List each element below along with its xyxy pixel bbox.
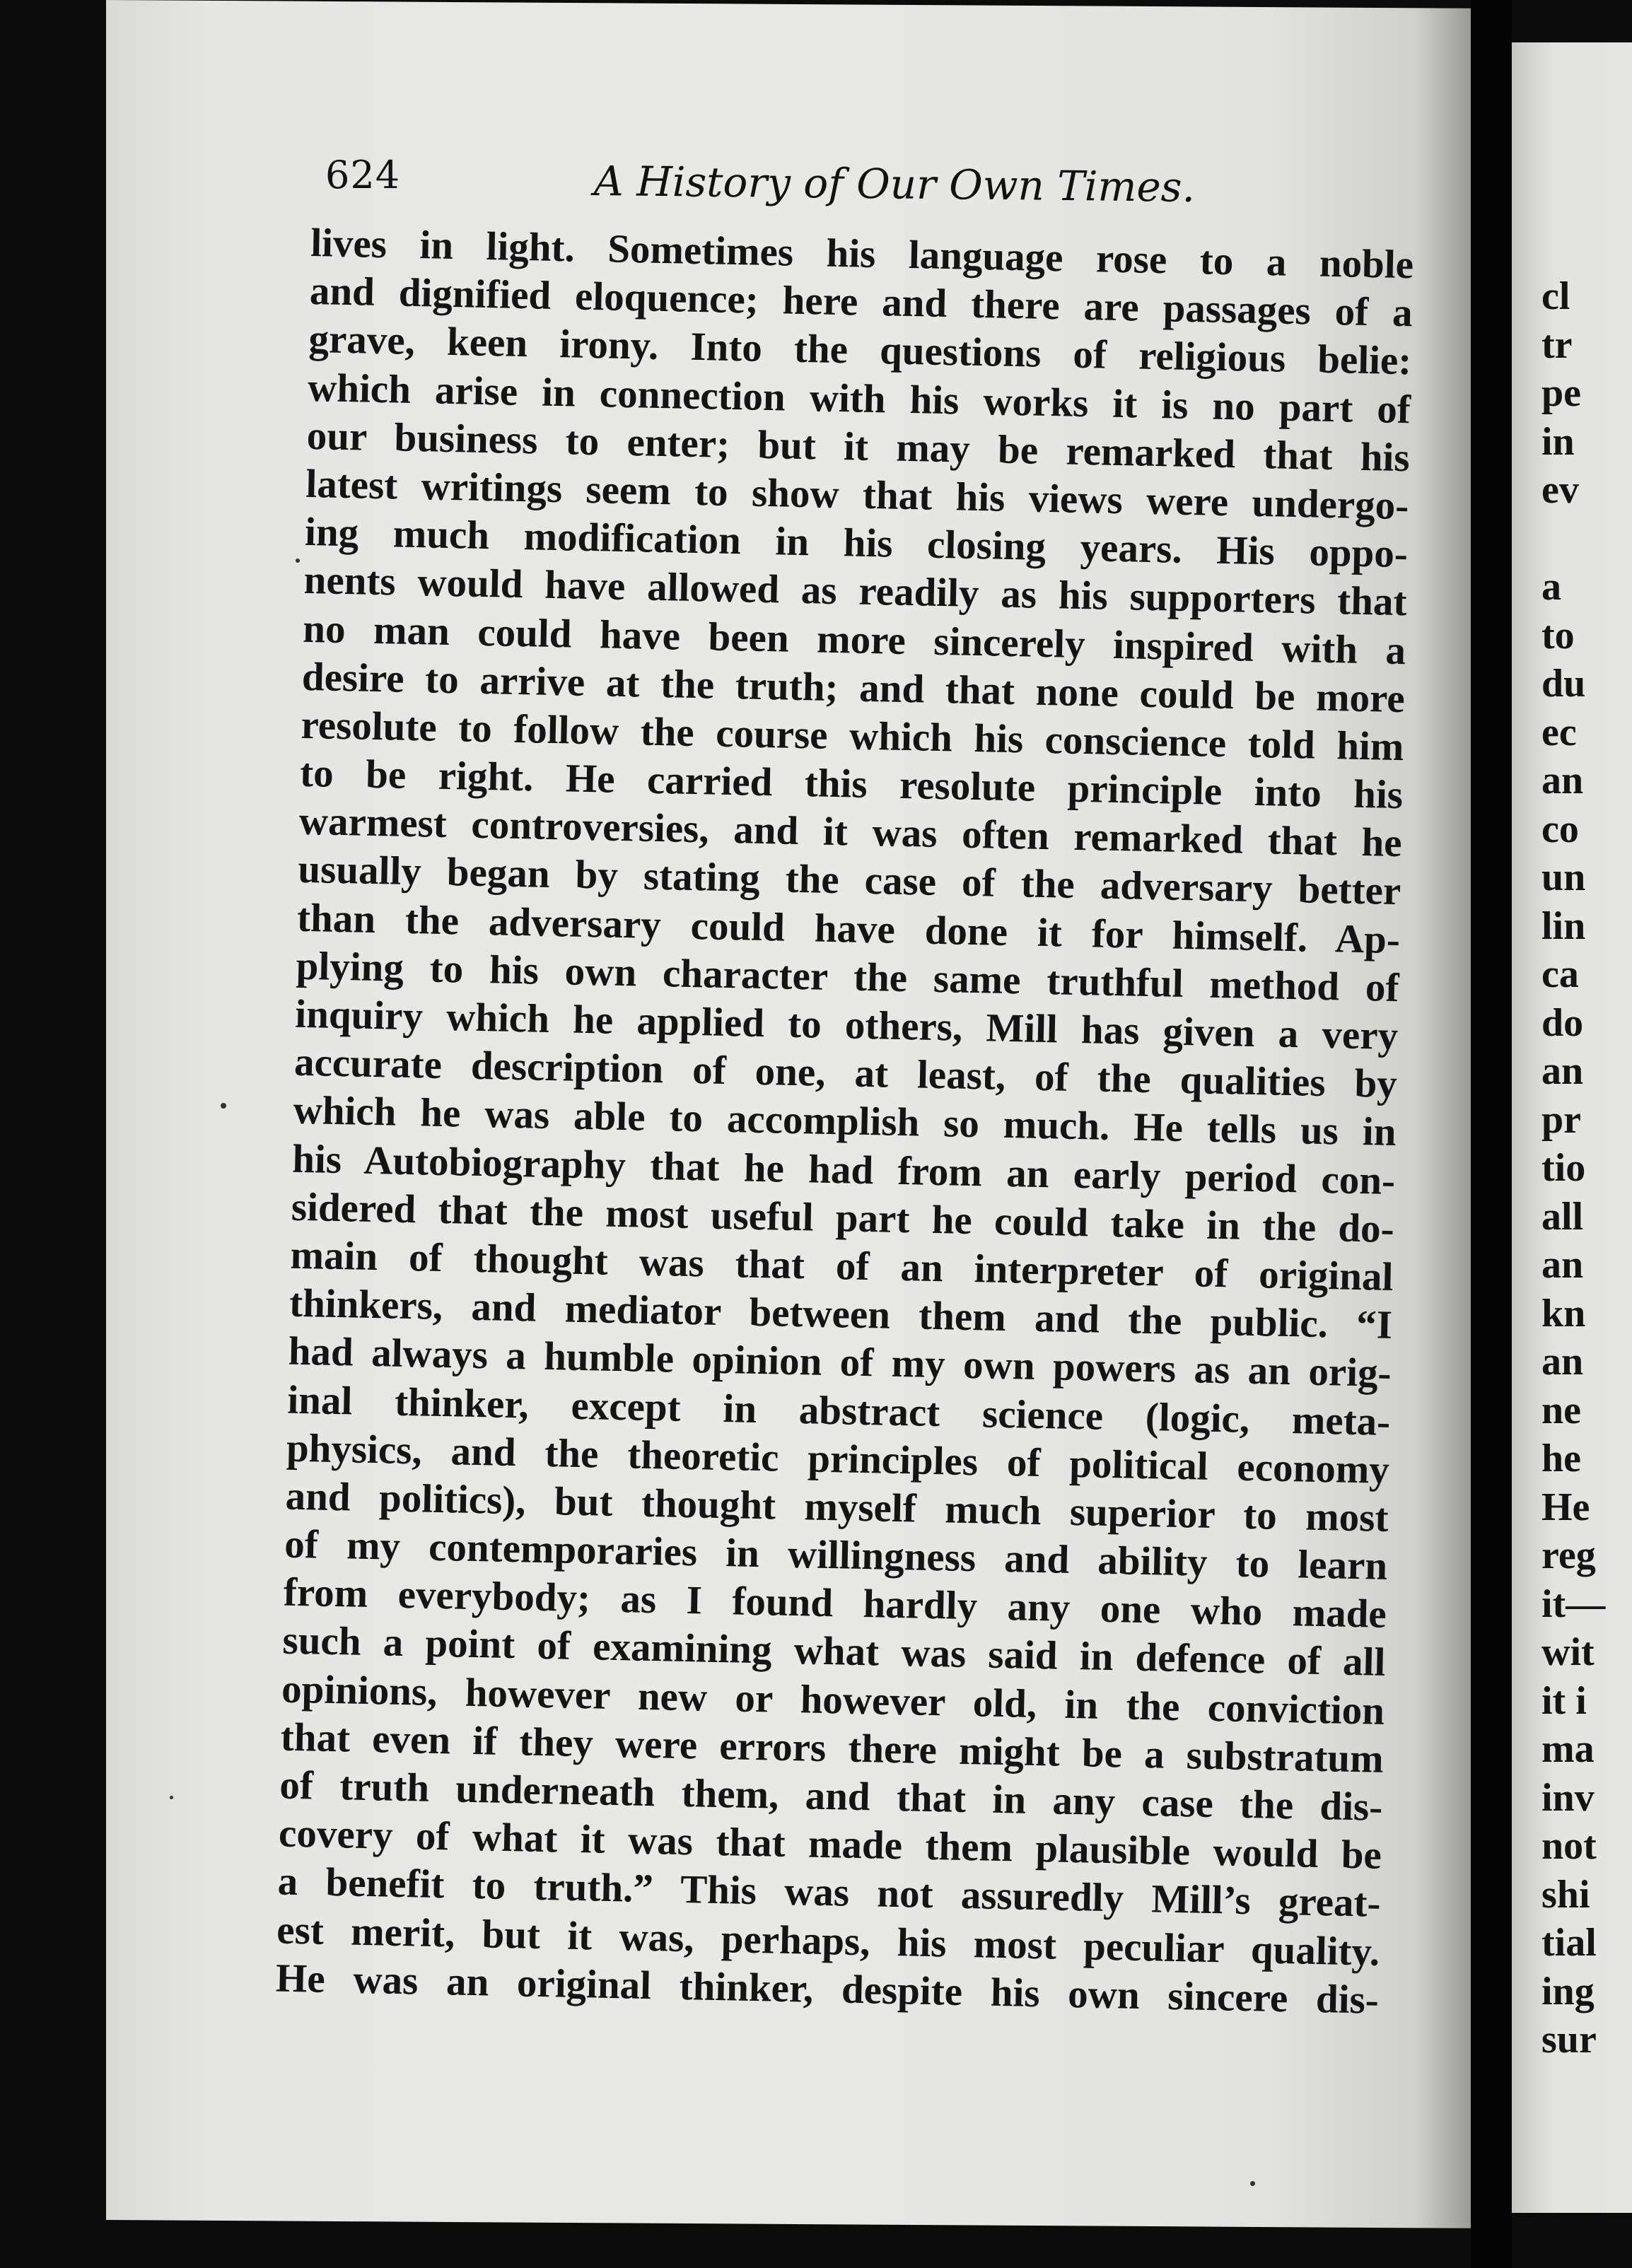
facing-page-line: tial (1541, 1921, 1597, 1965)
speck (296, 559, 300, 563)
facing-page-line: cl (1541, 274, 1570, 318)
speck (221, 1103, 226, 1109)
facing-page-line: an (1541, 1049, 1584, 1093)
facing-page-line: an (1541, 1243, 1584, 1287)
text-line: than the adversary could have done it for himself. Ap- (296, 895, 1401, 962)
text-line: of my contemporaries in willingness and ability to learn (284, 1521, 1388, 1589)
text-line: ing much modification in his closing years. His oppo- (304, 510, 1409, 577)
text-line: such a point of examining what was said in defence of all (282, 1618, 1386, 1685)
text-line: inal thinker, except in abstract science (logic, meta- (286, 1377, 1391, 1444)
facing-page-line: an (1541, 1340, 1584, 1384)
text-line: plying to his own character the same truthful method of (296, 943, 1400, 1010)
facing-page-line: tr (1541, 322, 1573, 367)
facing-page-line: an (1541, 759, 1584, 802)
text-line: desire to arrive at the truth; and that none could be more (301, 654, 1406, 721)
facing-page-line: ing (1541, 1969, 1595, 2013)
page-header (325, 148, 1421, 211)
speck (1250, 2181, 1255, 2186)
text-line: est merit, but it was, perhaps, his most peculiar quality. (276, 1907, 1380, 1975)
facing-page-line: do (1541, 1000, 1584, 1045)
text-line: and dignified eloquence; here and there are passages of a (309, 269, 1414, 336)
text-line: of truth underneath them, and that in any case the dis- (279, 1763, 1383, 1830)
facing-page-line: du (1541, 662, 1586, 706)
facing-page-line: pr (1541, 1097, 1581, 1142)
text-line: which he was able to accomplish so much. He tells us in (293, 1088, 1397, 1155)
facing-page-text (1541, 272, 1632, 2064)
text-line: thinkers, and mediator between them and the public. “I (288, 1280, 1393, 1348)
text-line: and politics), but thought myself much superior to most (285, 1473, 1389, 1541)
facing-page-line (1541, 515, 1632, 563)
text-line: which arise in connection with his works it is no part of (307, 365, 1411, 432)
facing-page-line: sur (1541, 2018, 1597, 2062)
facing-page-line: it i (1541, 1678, 1587, 1723)
text-line: a benefit to truth.” This was not assuredly Mill’s great- (277, 1859, 1382, 1927)
text-line: physics, and the theoretic principles of political economy (286, 1425, 1390, 1492)
text-line: nents would have allowed as readily as his supporters that (303, 558, 1408, 625)
text-line: latest writings seem to show that his views were undergo- (305, 461, 1409, 529)
facing-page-line: to (1541, 613, 1575, 657)
text-line: opinions, however new or however old, in the conviction (281, 1666, 1385, 1734)
running-title: A History of Our Own Times. (593, 157, 1196, 211)
text-line: accurate description of one, at least, of the qualities by (293, 1039, 1398, 1107)
facing-page-line: co (1541, 807, 1579, 851)
facing-page-line: not (1541, 1824, 1597, 1868)
facing-page-line: wit (1541, 1630, 1595, 1674)
facing-page-line: inv (1541, 1775, 1595, 1820)
facing-page-line: ec (1541, 710, 1577, 754)
text-line: from everybody; as I found hardly any one who made (283, 1570, 1387, 1637)
facing-page-line: He (1541, 1485, 1590, 1529)
facing-page-line: it— (1541, 1582, 1606, 1626)
book-gutter (1471, 0, 1512, 2268)
facing-page-line: he (1541, 1437, 1581, 1480)
text-line: sidered that the most useful part he could take in the do- (291, 1184, 1395, 1251)
facing-page-line: tio (1541, 1146, 1586, 1190)
facing-page-line: pe (1541, 371, 1581, 415)
page-number: 624 (325, 153, 401, 197)
facing-page-line: ma (1541, 1727, 1595, 1771)
text-line: warmest controversies, and it was often remarked that he (298, 799, 1403, 866)
speck (170, 1796, 173, 1799)
facing-page-line: un (1541, 855, 1586, 899)
facing-page-line: in (1541, 419, 1575, 464)
facing-page-line: ne (1541, 1388, 1581, 1432)
facing-page-line: a (1541, 565, 1561, 609)
facing-page-line: reg (1541, 1533, 1596, 1577)
facing-page-line: all (1541, 1194, 1584, 1239)
facing-page-line: shi (1541, 1872, 1590, 1917)
text-line: covery of what it was that made them plausible would be (278, 1811, 1382, 1878)
text-line: no man could have been more sincerely inspired with a (302, 606, 1406, 673)
text-line: his Autobiography that he had from an early period con- (291, 1136, 1396, 1203)
text-line: grave, keen irony. Into the questions of religious belie: (308, 317, 1412, 384)
facing-page-line: ev (1541, 468, 1579, 512)
text-line: main of thought was that of an interpreter of original (289, 1232, 1394, 1299)
text-line: that even if they were errors there might be a substratum (280, 1714, 1385, 1782)
text-line: our business to enter; but it may be remarked that his (306, 413, 1411, 480)
text-line: lives in light. Sometimes his language rose to a noble (310, 220, 1414, 288)
facing-page-line: ca (1541, 952, 1579, 996)
body-text (275, 219, 1414, 2025)
text-line: to be right. He carried this resolute principle into his (299, 750, 1404, 818)
text-line: inquiry which he applied to others, Mill has given a very (294, 991, 1399, 1059)
text-line: resolute to follow the course which his conscience told him (301, 702, 1404, 770)
facing-page-line: lin (1541, 904, 1586, 948)
text-line: had always a humble opinion of my own powers as an orig- (288, 1328, 1392, 1396)
facing-page-line: kn (1541, 1291, 1586, 1335)
text-line: He was an original thinker, despite his own sincere dis- (275, 1956, 1380, 2023)
text-line: usually began by stating the case of the adversary better (297, 847, 1401, 914)
